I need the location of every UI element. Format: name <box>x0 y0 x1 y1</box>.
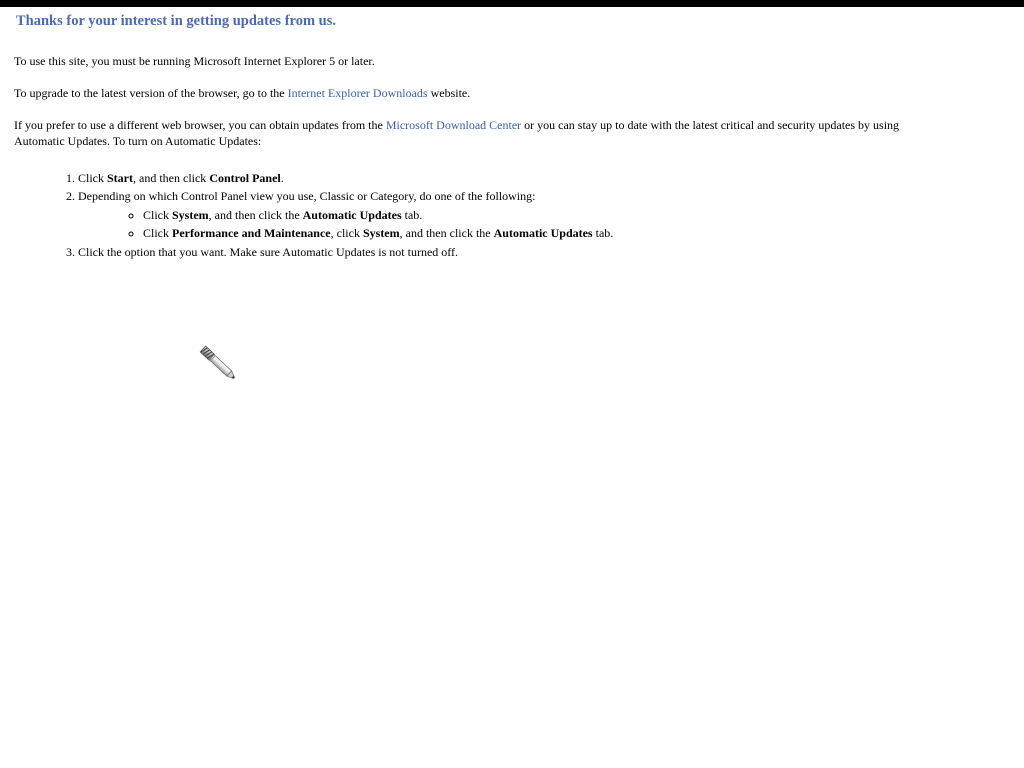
text-run: Click <box>78 171 107 185</box>
text-run: To use this site, you must be running Microsoft Internet Explorer 5 or later. <box>14 54 375 68</box>
text-run: Depending on which Control Panel view you use, Classic or Category, do one of the following: <box>78 189 536 203</box>
text-run: tab. <box>592 226 614 240</box>
step-item-2-text <box>78 189 535 203</box>
text-run: , and then click the <box>399 226 494 240</box>
text-run: , and then click <box>133 171 210 185</box>
paragraph-ie-requirement <box>14 53 1010 69</box>
text-run: Automatic Updates. To turn on Automatic Updates: <box>14 134 262 148</box>
bold-text-run: Performance and Maintenance <box>172 226 331 240</box>
text-run: Click <box>143 226 172 240</box>
internet-explorer-downloads-link[interactable]: Internet Explorer Downloads <box>287 86 428 100</box>
text-run: . <box>280 171 284 185</box>
text-run: To upgrade to the latest version of the browser, go to the <box>14 86 288 100</box>
text-run: , click <box>330 226 363 240</box>
bold-text-run: System <box>172 208 209 222</box>
step-item-2 <box>78 188 1010 241</box>
step-item-1 <box>78 170 1010 186</box>
substep-item-2 <box>143 225 1010 241</box>
bold-text-run: Automatic Updates <box>302 208 402 222</box>
top-black-bar <box>0 0 1024 7</box>
content-area <box>0 14 1024 260</box>
bold-text-run: Start <box>107 171 133 185</box>
bold-text-run: Automatic Updates <box>493 226 593 240</box>
microsoft-download-center-link[interactable]: Microsoft Download Center <box>385 118 522 132</box>
text-run: website. <box>427 86 471 100</box>
bold-text-run: System <box>362 226 400 240</box>
control-panel-substeps-list <box>78 207 1010 241</box>
bold-text-run: Control Panel <box>209 171 281 185</box>
text-run: or you can stay up to date with the latest critical and security updates by using <box>521 118 900 132</box>
paragraph-other-browser <box>14 117 1010 149</box>
substep-item-1 <box>143 207 1010 223</box>
paragraph-upgrade-browser <box>14 85 1010 101</box>
text-run: , and then click the <box>208 208 303 222</box>
text-run: tab. <box>401 208 423 222</box>
text-run: Click <box>143 208 172 222</box>
page-title: Thanks for your interest in getting updates from us. <box>16 13 336 29</box>
text-run: If you prefer to use a different web browser, you can obtain updates from the <box>14 118 386 132</box>
automatic-updates-steps-list <box>14 170 1010 260</box>
pen-icon <box>198 343 240 385</box>
step-item-3 <box>78 244 1010 260</box>
text-run: Click the option that you want. Make sure Automatic Updates is not turned off. <box>78 245 459 259</box>
